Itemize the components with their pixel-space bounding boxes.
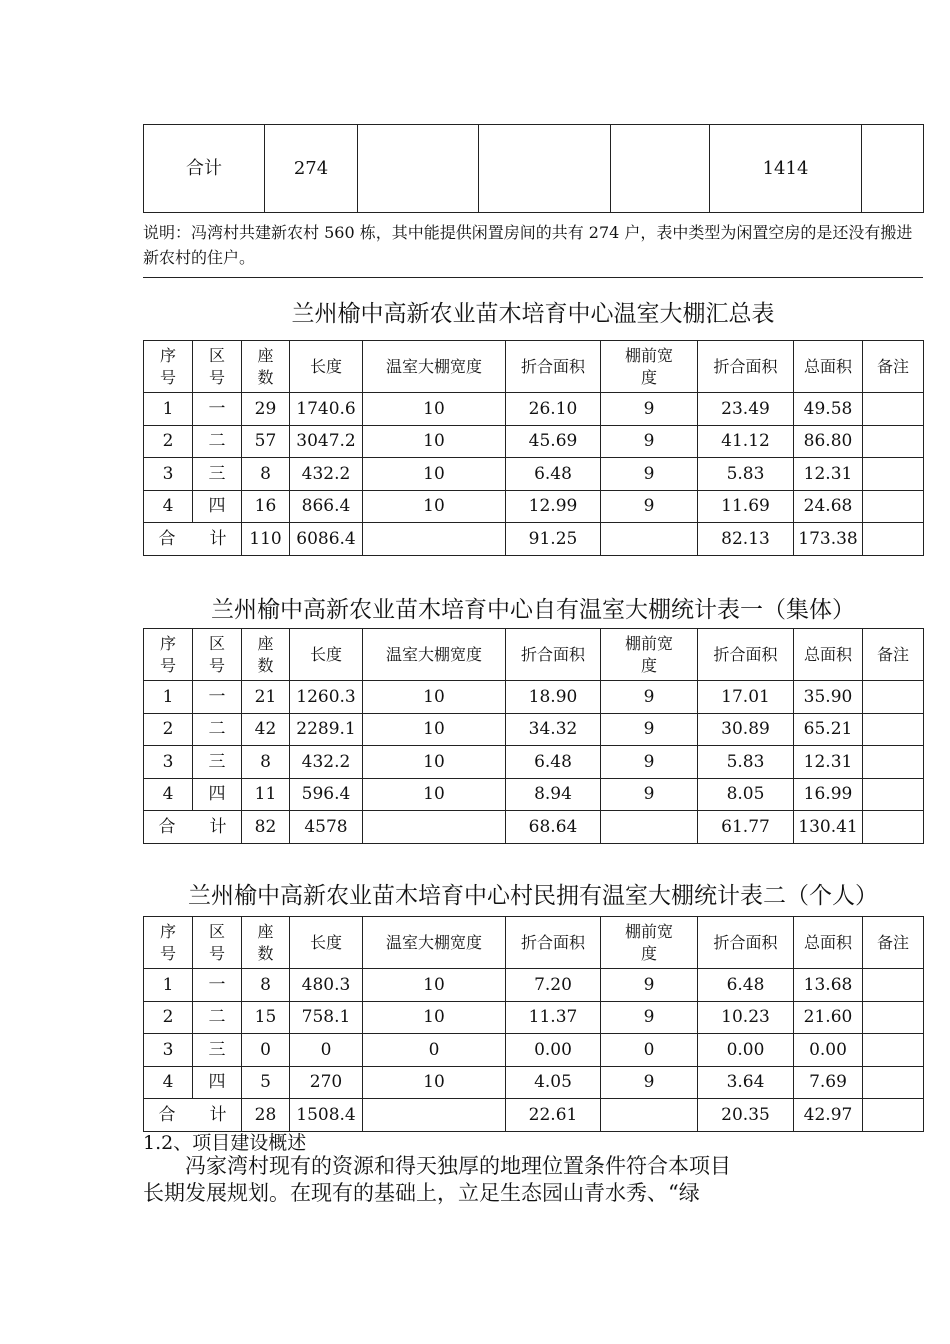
table-cell: 65.21 [794,713,863,746]
table-cell [863,1066,924,1099]
table-cell: 9 [601,1001,698,1034]
table-cell: 28 [242,1099,290,1132]
table-cell: 1414 [710,125,862,213]
table-cell: 35.90 [794,681,863,714]
table-cell: 6.48 [506,458,601,491]
table-cell: 10 [363,969,506,1002]
table-cell: 596.4 [290,778,363,811]
table-cell: 4578 [290,811,363,844]
table-cell: 0 [290,1034,363,1067]
table-cell: 三 [193,1034,242,1067]
total-label: 合 计 [144,523,242,556]
column-header: 折合面积 [698,629,794,681]
table-cell: 2 [144,1001,193,1034]
table-cell [862,125,924,213]
table-row [144,713,924,746]
table-cell: 432.2 [290,458,363,491]
column-header: 长度 [290,341,363,393]
table-cell: 9 [601,458,698,491]
table-cell [863,746,924,779]
table-cell: 23.49 [698,393,794,426]
carryover-table [143,124,924,213]
table-cell [863,490,924,523]
column-header: 棚前宽度 [601,917,698,969]
table-cell: 1508.4 [290,1099,363,1132]
table-cell: 9 [601,1066,698,1099]
table-cell: 0 [242,1034,290,1067]
table-cell [863,523,924,556]
table-cell: 866.4 [290,490,363,523]
table-cell: 1260.3 [290,681,363,714]
table-cell: 82 [242,811,290,844]
table-cell: 0 [601,1034,698,1067]
table-cell [358,125,479,213]
table-cell [601,1099,698,1132]
table-cell: 4.05 [506,1066,601,1099]
table-cell: 2 [144,713,193,746]
table-cell: 0 [363,1034,506,1067]
table-cell: 22.61 [506,1099,601,1132]
column-header: 温室大棚宽度 [363,341,506,393]
table-cell: 四 [193,490,242,523]
table-row [144,490,924,523]
table-cell [863,1034,924,1067]
collective-table [143,628,924,844]
table-cell: 12.31 [794,746,863,779]
table-cell: 17.01 [698,681,794,714]
table-cell: 86.80 [794,425,863,458]
table-cell: 10 [363,1001,506,1034]
table-cell [863,811,924,844]
column-header: 区号 [193,917,242,969]
column-header: 备注 [863,629,924,681]
table-cell: 10 [363,425,506,458]
table-cell: 10 [363,681,506,714]
table-cell: 3.64 [698,1066,794,1099]
table-cell: 3 [144,746,193,779]
table-cell: 1 [144,681,193,714]
table-cell: 8 [242,458,290,491]
summary-table [143,340,924,556]
table-cell: 21 [242,681,290,714]
table-cell: 三 [193,458,242,491]
table-cell: 二 [193,425,242,458]
column-header: 总面积 [794,917,863,969]
table-cell: 49.58 [794,393,863,426]
column-header: 座数 [242,917,290,969]
column-header: 棚前宽度 [601,341,698,393]
section-heading: 1.2、项目建设概述 [143,1132,307,1154]
table-cell: 6086.4 [290,523,363,556]
table-cell: 130.41 [794,811,863,844]
table-row [144,1034,924,1067]
table-cell: 7.20 [506,969,601,1002]
table-cell: 5.83 [698,458,794,491]
table-cell [363,523,506,556]
table-row [144,778,924,811]
individual-table [143,916,924,1132]
table-cell: 20.35 [698,1099,794,1132]
table-title: 兰州榆中高新农业苗木培育中心自有温室大棚统计表一（集体） [211,597,855,623]
note-text: 说明：冯湾村共建新农村 560 栋，其中能提供闲置房间的共有 274 户，表中类型为闲置空房的是还没有搬进新农村的住户。 [143,223,913,267]
total-row [144,1099,924,1132]
table-cell: 18.90 [506,681,601,714]
paragraph-line: 冯家湾村现有的资源和得天独厚的地理位置条件符合本项目 [143,1154,731,1178]
table-cell: 68.64 [506,811,601,844]
table-row [144,746,924,779]
total-label: 合 计 [144,811,242,844]
table-cell: 41.12 [698,425,794,458]
table-cell [479,125,611,213]
table-cell: 9 [601,746,698,779]
table-cell [863,681,924,714]
table-cell: 四 [193,1066,242,1099]
column-header: 区号 [193,629,242,681]
column-header: 棚前宽度 [601,629,698,681]
table-cell: 24.68 [794,490,863,523]
column-header: 长度 [290,917,363,969]
table-cell: 57 [242,425,290,458]
total-row [144,811,924,844]
table-cell: 2289.1 [290,713,363,746]
column-header: 序号 [144,629,193,681]
table-cell [601,523,698,556]
table-cell: 8 [242,746,290,779]
table-cell: 5.83 [698,746,794,779]
table-cell: 9 [601,425,698,458]
table-cell [863,1099,924,1132]
table-title: 兰州榆中高新农业苗木培育中心温室大棚汇总表 [291,301,775,327]
table-cell: 3 [144,458,193,491]
column-header: 总面积 [794,629,863,681]
table-cell: 二 [193,713,242,746]
column-header: 折合面积 [698,341,794,393]
table-cell: 11.37 [506,1001,601,1034]
table-cell: 5 [242,1066,290,1099]
table-cell [863,713,924,746]
table-cell: 0.00 [794,1034,863,1067]
table-row [144,1066,924,1099]
table-cell: 7.69 [794,1066,863,1099]
table-cell: 21.60 [794,1001,863,1034]
table-cell [863,969,924,1002]
column-header: 折合面积 [698,917,794,969]
table-cell: 0.00 [506,1034,601,1067]
table-cell: 6.48 [506,746,601,779]
table-row [144,681,924,714]
table-cell: 4 [144,490,193,523]
column-header: 序号 [144,341,193,393]
table-cell: 12.31 [794,458,863,491]
column-header: 长度 [290,629,363,681]
table-cell: 6.48 [698,969,794,1002]
table-cell [601,811,698,844]
table-cell [863,425,924,458]
table-cell: 15 [242,1001,290,1034]
table-row [144,393,924,426]
table-cell: 10 [363,393,506,426]
column-header: 总面积 [794,341,863,393]
table-cell: 16.99 [794,778,863,811]
total-row [144,523,924,556]
divider [143,277,923,278]
table-cell: 9 [601,969,698,1002]
column-header: 备注 [863,917,924,969]
table-row [144,458,924,491]
table-cell: 34.32 [506,713,601,746]
table-cell: 30.89 [698,713,794,746]
column-header: 温室大棚宽度 [363,629,506,681]
column-header: 折合面积 [506,917,601,969]
table-cell: 42.97 [794,1099,863,1132]
table-cell: 1 [144,969,193,1002]
table-cell: 10 [363,778,506,811]
table-row [144,425,924,458]
table-cell: 一 [193,969,242,1002]
table-cell: 61.77 [698,811,794,844]
table-cell: 3 [144,1034,193,1067]
total-label: 合 计 [144,1099,242,1132]
table-cell: 110 [242,523,290,556]
table-cell: 四 [193,778,242,811]
table-cell: 一 [193,681,242,714]
table-cell: 10 [363,458,506,491]
table-cell: 二 [193,1001,242,1034]
table-cell: 8 [242,969,290,1002]
table-cell: 9 [601,778,698,811]
table-cell: 2 [144,425,193,458]
table-cell: 10.23 [698,1001,794,1034]
table-cell: 一 [193,393,242,426]
table-cell: 0.00 [698,1034,794,1067]
table-cell: 三 [193,746,242,779]
table-cell: 480.3 [290,969,363,1002]
table-cell: 82.13 [698,523,794,556]
table-cell: 173.38 [794,523,863,556]
table-cell: 10 [363,713,506,746]
table-title: 兰州榆中高新农业苗木培育中心村民拥有温室大棚统计表二（个人） [188,883,878,909]
table-cell: 26.10 [506,393,601,426]
table-cell [863,1001,924,1034]
table-cell: 10 [363,746,506,779]
table-cell: 3047.2 [290,425,363,458]
table-cell: 10 [363,1066,506,1099]
column-header: 区号 [193,341,242,393]
table-cell [863,458,924,491]
paragraph-line: 长期发展规划。在现有的基础上，立足生态园山青水秀、“绿 [143,1181,700,1205]
table-cell: 9 [601,713,698,746]
table-cell: 1 [144,393,193,426]
table-cell: 91.25 [506,523,601,556]
column-header: 温室大棚宽度 [363,917,506,969]
table-cell: 9 [601,393,698,426]
table-cell: 8.05 [698,778,794,811]
table-cell [363,1099,506,1132]
column-header: 座数 [242,341,290,393]
table-cell: 4 [144,1066,193,1099]
table-cell [363,811,506,844]
table-cell [863,393,924,426]
table-cell: 270 [290,1066,363,1099]
table-cell: 4 [144,778,193,811]
table-cell: 45.69 [506,425,601,458]
column-header: 序号 [144,917,193,969]
table-cell: 274 [265,125,358,213]
table-cell: 42 [242,713,290,746]
total-label: 合计 [144,125,265,213]
table-cell: 9 [601,681,698,714]
table-cell [611,125,710,213]
table-cell: 11 [242,778,290,811]
table-row [144,969,924,1002]
body-paragraph [143,1153,843,1207]
table-cell: 432.2 [290,746,363,779]
table-cell: 16 [242,490,290,523]
column-header: 折合面积 [506,341,601,393]
table-cell: 1740.6 [290,393,363,426]
column-header: 座数 [242,629,290,681]
table-cell: 8.94 [506,778,601,811]
table-cell [863,778,924,811]
table-row [144,1001,924,1034]
table-cell: 10 [363,490,506,523]
table-cell: 29 [242,393,290,426]
column-header: 备注 [863,341,924,393]
column-header: 折合面积 [506,629,601,681]
table-cell: 758.1 [290,1001,363,1034]
table-cell: 13.68 [794,969,863,1002]
table-cell: 11.69 [698,490,794,523]
table-cell: 9 [601,490,698,523]
table-cell: 12.99 [506,490,601,523]
